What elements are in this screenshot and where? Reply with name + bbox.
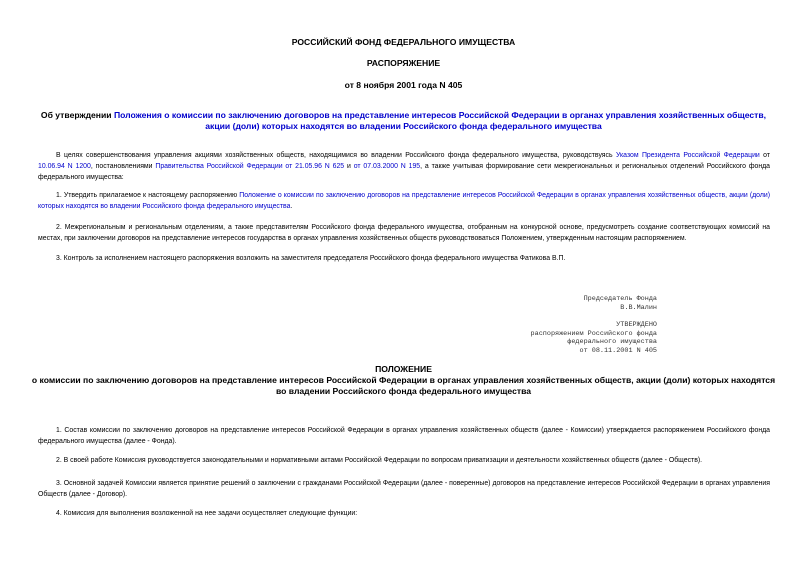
approval-line-3: федерального имущества (567, 338, 657, 347)
preamble-text-2: от (759, 152, 770, 159)
document-subject (40, 110, 767, 132)
signature-title: Председатель Фонда (583, 295, 657, 303)
regulation-paragraph-1-text: 1. Состав комиссии по заключению договоров на представление интересов Российской Федерации в органах управления хозяйственных обществ (далее - Комиссии) утверждается распоряжением Российского фонда федерального имущества (далее - Фонда). (38, 427, 770, 446)
item-1-paragraph (38, 190, 770, 212)
document-type-heading: РАСПОРЯЖЕНИЕ (366, 58, 441, 68)
subject-prefix: Об утверждении (40, 110, 114, 120)
decree-number-link[interactable]: 10.06.94 N 1200 (38, 163, 91, 171)
approval-line-1: УТВЕРЖДЕНО (616, 321, 657, 329)
approval-line-4: от 08.11.2001 N 405 (579, 346, 657, 355)
regulation-title: ПОЛОЖЕНИЕ (375, 364, 432, 374)
item-3-text: 3. Контроль за исполнением настоящего распоряжения возложить на заместителя председателя Российского фонда федерального имущества Фатикова В.П. (56, 255, 566, 262)
government-resolution-link-2[interactable]: от 07.03.2000 N 195 (353, 163, 421, 171)
regulation-paragraph-3 (38, 478, 770, 500)
preamble-text-4: и (344, 163, 354, 171)
regulation-paragraph-1 (38, 425, 770, 447)
preamble-paragraph (38, 150, 770, 184)
regulation-paragraph-2 (38, 455, 770, 466)
regulation-paragraph-4 (38, 508, 770, 519)
regulation-paragraph-4-text: 4. Комиссия для выполнения возложенной на нее задачи осуществляет следующие функции: (56, 510, 358, 517)
preamble-text-5: , а также учитывая формирование сети межрегиональных и региональных отделений Российского фонда федерального имущества: (38, 163, 770, 182)
presidential-decree-link[interactable]: Указом Президента Российской Федерации (615, 152, 760, 159)
approval-line-2: распоряжением Российского фонда (530, 329, 657, 338)
preamble-text-1: В целях совершенствования управления акциями хозяйственных обществ, находящимися во владении Российского фонда федерального имущества, руководствуясь (56, 152, 616, 159)
regulation-paragraph-3-text: 3. Основной задачей Комиссии является принятие решений о заключении с гражданами Российской Федерации (далее - поверенные) договоров на представление интересов Российской Федерации в органах управления Обществ (далее - Договор). (38, 480, 770, 499)
item-1-text: 1. Утвердить прилагаемое к настоящему распоряжению (56, 192, 240, 199)
preamble-text-3: , постановлениями (90, 163, 156, 171)
approval-block (531, 321, 657, 355)
regulation-subtitle: о комиссии по заключению договоров на представление интересов Российской Федерации в органах управления хозяйственных обществ, акции (доли) которых находятся во владении Российского фонда федерального имущества (31, 375, 776, 396)
item-2-paragraph (38, 222, 770, 244)
item-2-text: 2. Межрегиональным и региональным отделениям, а также представителям Российского фонда федерального имущества, отобранным на конкурсной основе, предусмотреть создание соответствующих комиссий на местах, при заключении договоров на представление интересов государства в органах управления хозяйственных обществ руководствоваться Положением, утвержденным настоящим распоряжением. (38, 224, 770, 243)
signature-name: В.В.Малин (620, 303, 657, 312)
item-3-paragraph (38, 253, 770, 264)
subject-link[interactable]: Положения о комиссии по заключению договоров на представление интересов Российской Федерации в органах управления хозяйственных обществ, акции (доли) которых находятся во владении Российского фонда федерального имущества (113, 110, 767, 131)
regulation-link[interactable]: Положение о комиссии по заключению договоров на представление интересов Российской Федерации в органах управления хозяйственных обществ, акции (доли) которых находятся во владении Российского фонда федерального имущества (38, 192, 770, 211)
item-1-end: . (290, 203, 293, 211)
regulation-paragraph-2-text: 2. В своей работе Комиссия руководствуется законодательными и нормативными актами Российской Федерации по вопросам приватизации и деятельности хозяйственных обществ (далее - Обществ). (56, 457, 703, 464)
signature-block (584, 295, 657, 312)
document-date-heading: от 8 ноября 2001 года N 405 (344, 80, 463, 90)
organization-heading: РОССИЙСКИЙ ФОНД ФЕДЕРАЛЬНОГО ИМУЩЕСТВА (291, 37, 516, 47)
government-resolution-link-1[interactable]: Правительства Российской Федерации от 21.05.96 N 625 (155, 163, 345, 171)
